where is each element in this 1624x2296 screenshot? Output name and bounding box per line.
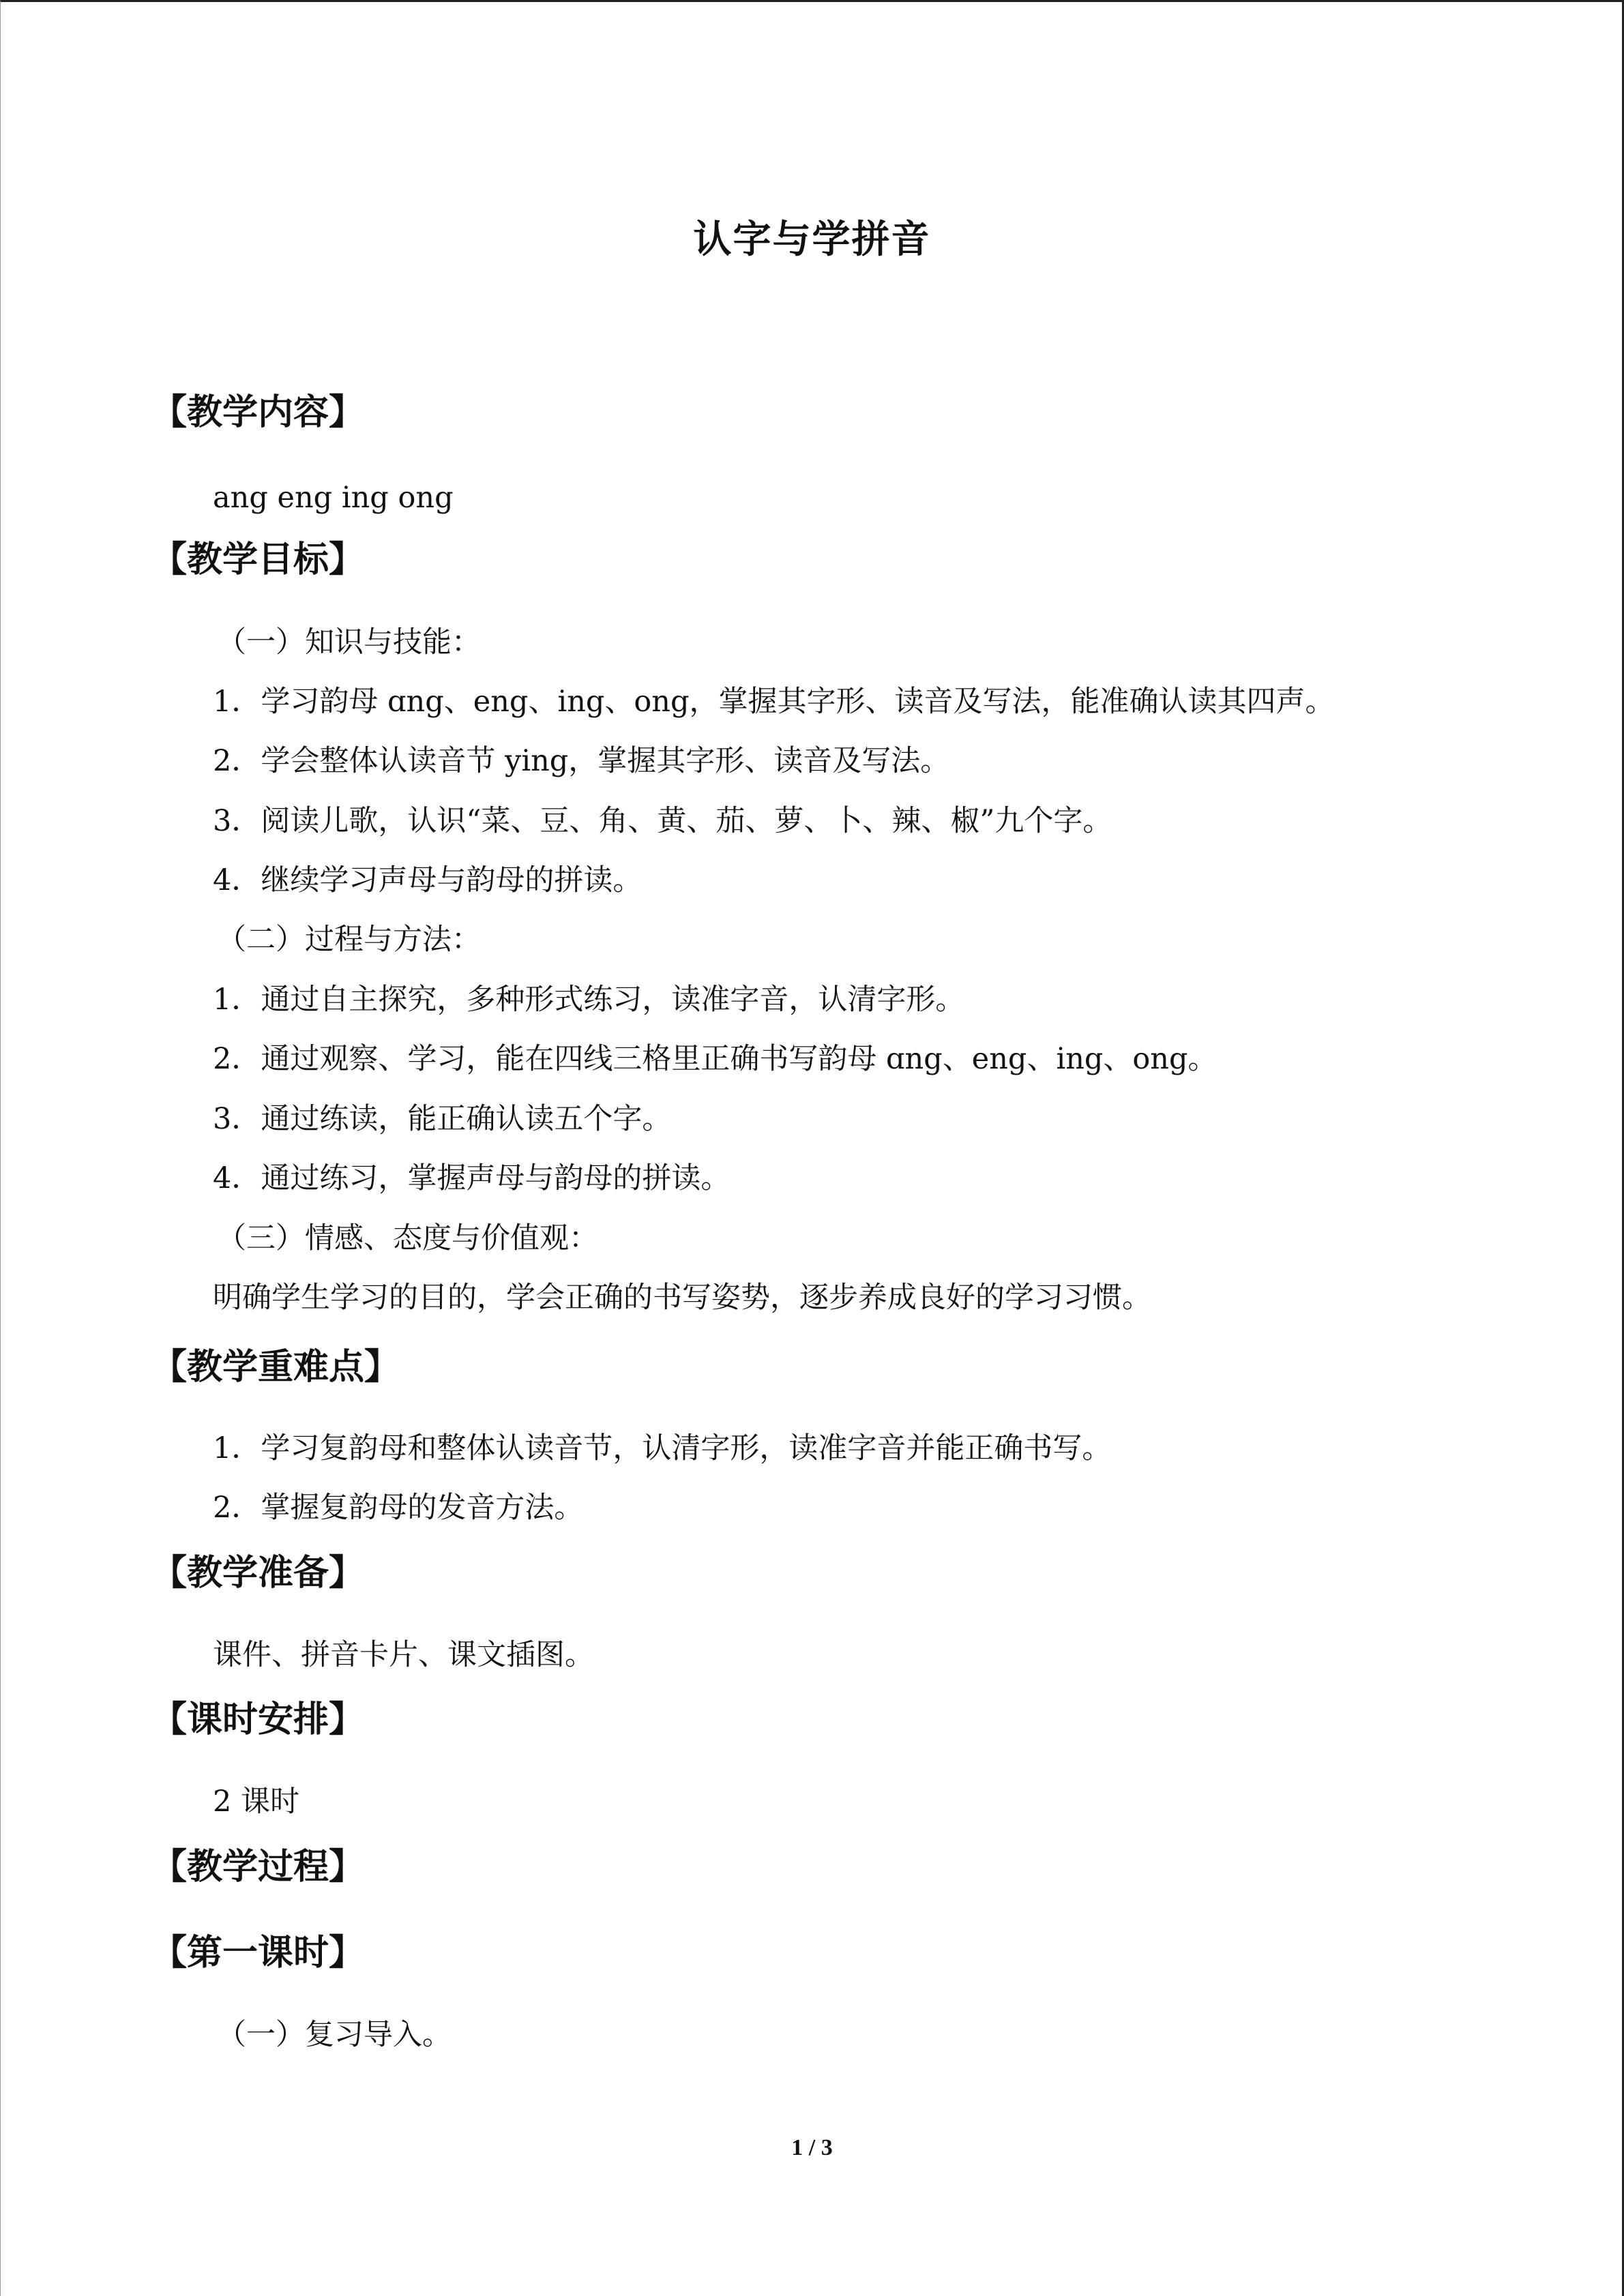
first-lesson-step-1: （一）复习导入。 bbox=[217, 2018, 452, 2052]
goals-process-item-2: 2．通过观察、学习，能在四线三格里正确书写韵母 ɑng、eng、ing、ong。 bbox=[213, 1042, 1217, 1076]
goals-process-item-3: 3．通过练读，能正确认读五个字。 bbox=[213, 1102, 672, 1136]
heading-teaching-goals: 【教学目标】 bbox=[151, 539, 365, 580]
page-number: 1 / 3 bbox=[791, 2135, 833, 2160]
schedule-text: 2 课时 bbox=[213, 1785, 300, 1819]
heading-teaching-preparation: 【教学准备】 bbox=[151, 1553, 365, 1594]
heading-schedule: 【课时安排】 bbox=[151, 1699, 365, 1740]
heading-key-difficulties: 【教学重难点】 bbox=[151, 1347, 400, 1388]
goals-knowledge-item-2: 2．学会整体认读音节 ying，掌握其字形、读音及写法。 bbox=[213, 744, 950, 778]
heading-teaching-process: 【教学过程】 bbox=[151, 1847, 365, 1888]
preparation-text: 课件、拼音卡片、课文插图。 bbox=[213, 1638, 594, 1672]
goals-process-item-1: 1．通过自主探究，多种形式练习，读准字音，认清字形。 bbox=[213, 983, 965, 1017]
content-text: ang eng ing ong bbox=[213, 481, 454, 515]
heading-teaching-content: 【教学内容】 bbox=[151, 392, 365, 433]
goals-knowledge-item-1: 1．学习韵母 ɑng、eng、ing、ong，掌握其字形、读音及写法，能准确认读其四声。 bbox=[213, 685, 1335, 719]
goals-subheading-attitude: （三）情感、态度与价值观： bbox=[217, 1221, 598, 1255]
goals-knowledge-item-4: 4．继续学习声母与韵母的拼读。 bbox=[213, 863, 643, 897]
goals-subheading-knowledge: （一）知识与技能： bbox=[217, 625, 481, 659]
key-item-2: 2．掌握复韵母的发音方法。 bbox=[213, 1491, 584, 1525]
key-item-1: 1．学习复韵母和整体认读音节，认清字形，读准字音并能正确书写。 bbox=[213, 1431, 1112, 1465]
goals-subheading-process: （二）过程与方法： bbox=[217, 923, 481, 957]
heading-first-lesson: 【第一课时】 bbox=[151, 1933, 365, 1973]
goals-attitude-item-1: 明确学生学习的目的，学会正确的书写姿势，逐步养成良好的学习习惯。 bbox=[213, 1281, 1151, 1315]
goals-process-item-4: 4．通过练习，掌握声母与韵母的拼读。 bbox=[213, 1161, 730, 1195]
document-title: 认字与学拼音 bbox=[693, 218, 931, 262]
goals-knowledge-item-3: 3．阅读儿歌，认识“菜、豆、角、黄、茄、萝、卜、辣、椒”九个字。 bbox=[213, 804, 1112, 838]
